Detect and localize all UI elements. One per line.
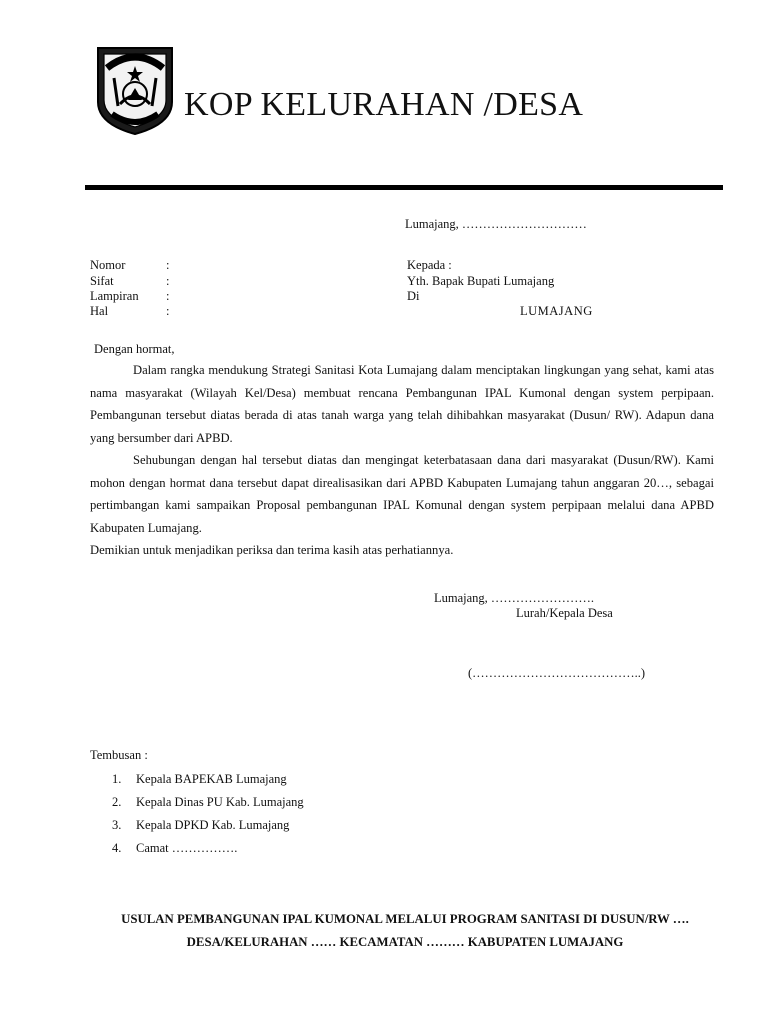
meta-label-hal: Hal [90,304,109,318]
recipient-name: Yth. Bapak Bupati Lumajang [407,274,555,288]
meta-label-sifat: Sifat [90,274,114,288]
list-item-number: 1. [112,772,122,786]
meta-colon: : [166,289,170,303]
recipient-city: LUMAJANG [520,304,593,318]
proposal-title: USULAN PEMBANGUNAN IPAL KUMONAL MELALUI PROGRAM SANITASI DI DUSUN/RW …. DESA/KELURAHAN …… KECAMATAN ……… KABUPATEN LUMAJANG [121,912,689,949]
list-item-text: Camat ……………. [136,841,238,855]
list-item [90,771,490,794]
signature-name-placeholder: (…………………………………..) [468,666,646,680]
list-item-number: 2. [112,795,122,809]
letter-body [90,359,714,562]
list-item-text: Kepala BAPEKAB Lumajang [136,772,287,786]
letterhead-title: KOP KELURAHAN /DESA [184,86,584,123]
list-item [90,817,490,840]
recipient-kepada: Kepada : [407,258,452,272]
list-item-text: Kepala Dinas PU Kab. Lumajang [136,795,304,809]
meta-colon: : [166,274,170,288]
signature-position: Lurah/Kepala Desa [516,606,613,620]
meta-colon: : [166,304,170,318]
salutation: Dengan hormat, [94,342,175,356]
body-paragraph-2: Sehubungan dengan hal tersebut diatas dan mengingat keterbatasaan dana dari masyarakat (Dusun/RW). Kami mohon dengan hormat dana tersebut dapat direalisasikan dari APBD Kabupaten Lumajang tahun anggaran 20…, sebagai pertimbangan kami sampaikan Proposal pembangunan IPAL Komunal dengan system perpipaan melalui dana APBD Kabupaten Lumajang. [90,453,714,535]
tembusan-list [90,771,490,863]
closing-line: Demikian untuk menjadikan periksa dan terima kasih atas perhatiannya. [90,543,454,557]
list-item-number: 3. [112,818,122,832]
tembusan-title: Tembusan : [90,748,148,762]
letter-date: Lumajang, ………………………… [405,217,587,231]
list-item-number: 4. [112,841,122,855]
meta-label-lampiran: Lampiran [90,289,139,303]
list-item [90,794,490,817]
body-paragraph-1: Dalam rangka mendukung Strategi Sanitasi Kota Lumajang dalam menciptakan lingkungan yang sehat, kami atas nama masyarakat (Wilayah Kel/Desa) membuat rencana Pembangunan IPAL Kumonal dengan system perpipaan. Pembangunan tersebut diatas berada di atas tanah warga yang telah dihibahkan masyarakat (Dusun/ RW). Adapun dana yang bersumber dari APBD. [90,363,714,445]
list-item-text: Kepala DPKD Kab. Lumajang [136,818,290,832]
letterhead-divider [85,185,723,190]
signature-date: Lumajang, ……………………. [434,591,595,605]
regency-emblem-logo [94,44,176,136]
recipient-di: Di [407,289,420,303]
list-item [90,840,490,863]
meta-label-nomor: Nomor [90,258,126,272]
meta-colon: : [166,258,170,272]
